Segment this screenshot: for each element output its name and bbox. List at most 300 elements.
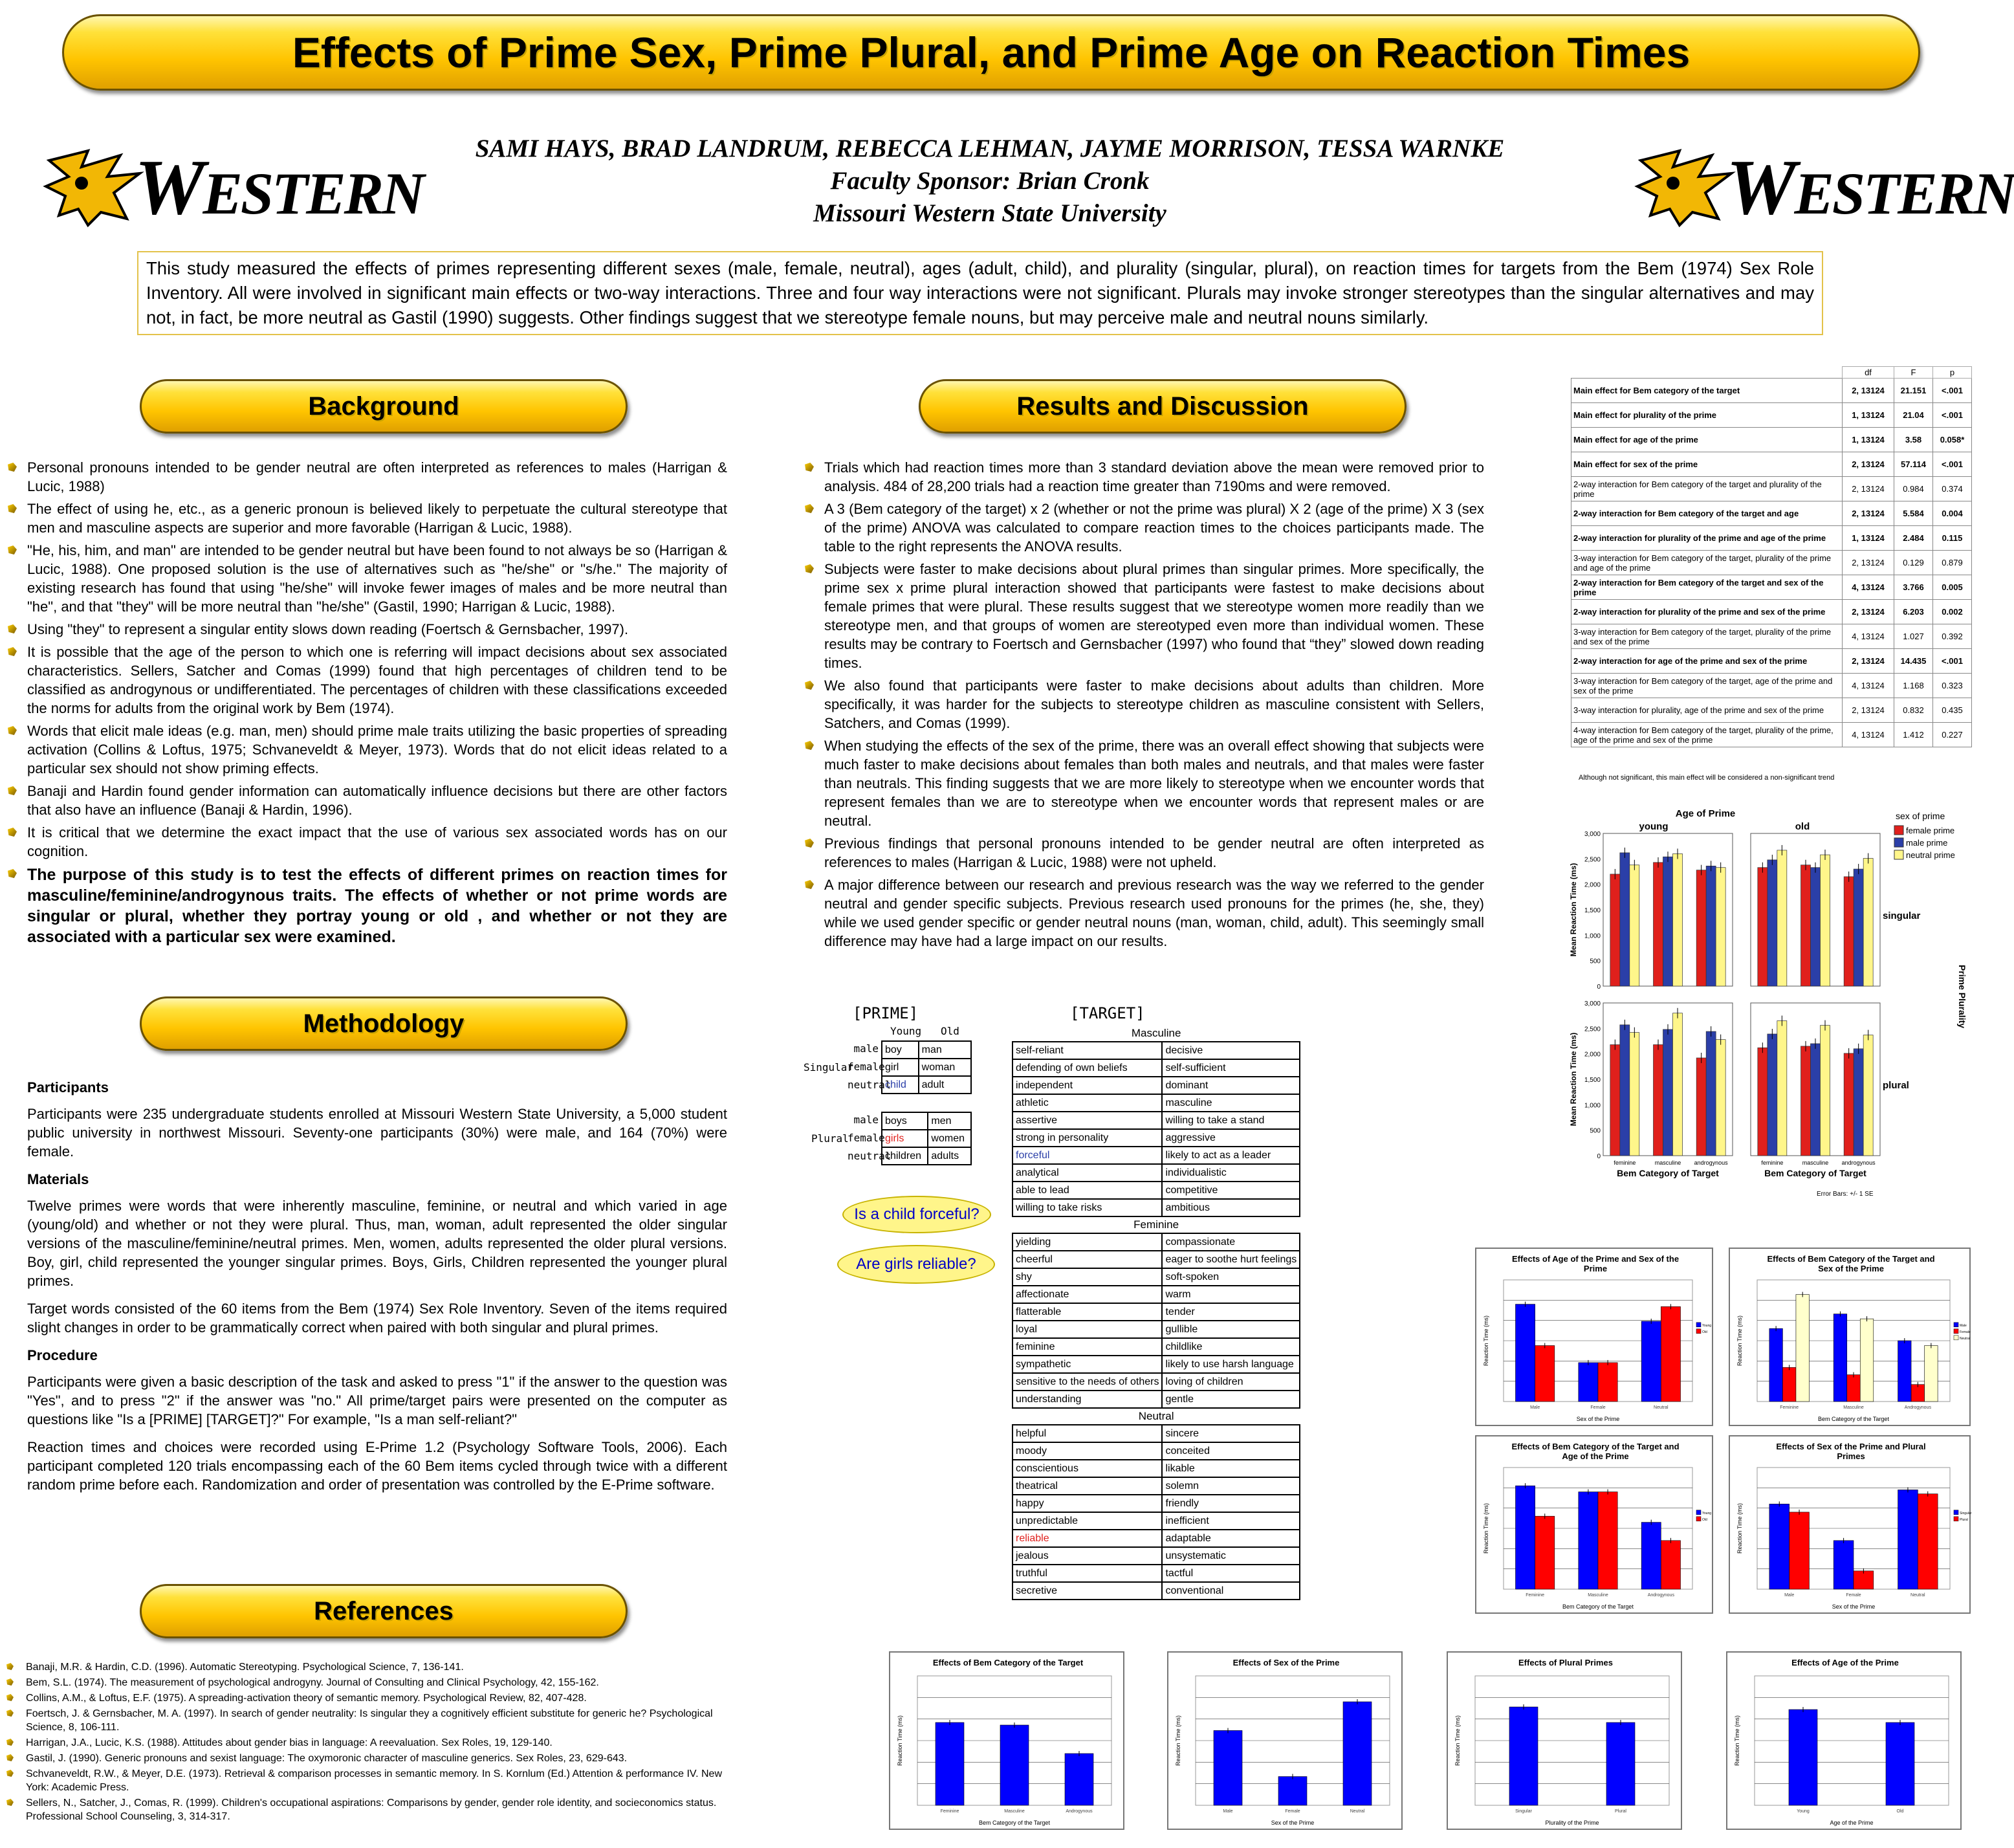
- references-title: References: [314, 1596, 454, 1625]
- tick-label: Female: [1846, 1593, 1861, 1598]
- prime-table-singular: [881, 1040, 972, 1094]
- bar: [1863, 859, 1873, 986]
- chart-title: Effects of Age of the Prime: [1791, 1658, 1899, 1667]
- table-cell: <.001: [1933, 452, 1972, 477]
- table-cell: 1, 13124: [1843, 526, 1894, 551]
- bar: [1789, 1710, 1817, 1805]
- table-cell: 0.129: [1894, 551, 1933, 575]
- axis-label: Sex of the Prime: [1832, 1603, 1876, 1610]
- table-cell: 2, 13124: [1843, 551, 1894, 575]
- legend-swatch: [1954, 1510, 1958, 1515]
- tick-label: Feminine: [1526, 1593, 1545, 1598]
- target-word: warm: [1162, 1286, 1300, 1303]
- table-row: [1012, 1565, 1300, 1582]
- table-row: [1012, 1547, 1300, 1565]
- methodology-section: [27, 1069, 727, 1503]
- table-row: [1012, 1286, 1300, 1303]
- col-header: p: [1933, 367, 1972, 379]
- legend-swatch: [1894, 826, 1903, 835]
- chart-bem-age: [1475, 1435, 1713, 1614]
- target-word: unpredictable: [1012, 1512, 1162, 1530]
- tick-label: 1,000: [1584, 932, 1601, 940]
- bar: [1630, 1033, 1639, 1156]
- bar: [1847, 1375, 1861, 1402]
- tick-label: 0: [1597, 984, 1601, 991]
- table-row: [1012, 1059, 1300, 1077]
- tick-label: Male: [1784, 1593, 1795, 1598]
- target-word: decisive: [1162, 1042, 1300, 1059]
- target-word: yielding: [1012, 1233, 1162, 1251]
- table-row: [1571, 428, 1972, 452]
- table-row: [1012, 1112, 1300, 1129]
- title-banner: [62, 14, 1920, 91]
- legend-swatch: [1696, 1329, 1701, 1334]
- target-label: [TARGET]: [1070, 1004, 1145, 1022]
- table-row: [1012, 1268, 1300, 1286]
- table-row: [1571, 501, 1972, 526]
- chart-title: Effects of Plural Primes: [1518, 1658, 1613, 1667]
- reference-item: Sellers, N., Satcher, J., Comas, R. (1999). Children's occupational aspirations: Comparisons by gender, gender role identity, and socieconomics status. Professional School Counseling, 3, 314-317.: [6, 1796, 725, 1823]
- table-row: [882, 1041, 971, 1059]
- target-word: loyal: [1012, 1321, 1162, 1338]
- list-item: Words that elicit male ideas (e.g. man, men) should prime male traits utilizing the basic properties of spreading activation (Collins & Loftus, 1975; Schvaneveldt & Meyer, 1973). Words that do not elicit ideas related to a particular sex should not show priming effects.: [8, 721, 727, 778]
- tick-label: Male: [1223, 1809, 1233, 1814]
- reference-item: Schvaneveldt, R.W., & Meyer, D.E. (1973). Retrieval & comparison processes in semantic memory. In S. Kornlum (Ed.) Attention & performance IV. New York: Academic Press.: [6, 1767, 725, 1794]
- target-word: tactful: [1162, 1565, 1300, 1582]
- legend-label: neutral prime: [1906, 850, 1955, 860]
- procedure-text: Reaction times and choices were recorded using E-Prime 1.2 (Psychology Software Tools, 2006). Each participant completed 120 trials encompassing each of the 60 Bem items cycled through twice with a different random prime before each. Randomization and order of presentation was controlled by the E-Prime software.: [27, 1439, 727, 1493]
- axis-label: Reaction Time (ms): [1483, 1315, 1489, 1367]
- table-row: [1571, 551, 1972, 575]
- effect-label: 3-way interaction for Bem category of the target, plurality of the prime and age of the prime: [1571, 551, 1843, 575]
- list-item: Banaji and Hardin found gender information can automatically influence decisions but there are other factors that also have an influence (Banaji & Hardin, 1996).: [8, 782, 727, 819]
- legend-swatch: [1954, 1336, 1958, 1340]
- tick-label: 2,500: [1584, 856, 1601, 864]
- effect-label: 2-way interaction for Bem category of the target and age: [1571, 501, 1843, 526]
- legend-label: Singular: [1960, 1511, 1972, 1515]
- tick-label: Feminine: [1780, 1405, 1799, 1410]
- chart-bem: [889, 1651, 1124, 1830]
- list-item: Trials which had reaction times more than 3 standard deviation above the mean were removed prior to analysis. 484 of 28,200 trials had a reaction time greater than 7190ms and were removed.: [805, 458, 1484, 496]
- bar: [1758, 868, 1768, 986]
- table-cell: 4, 13124: [1843, 723, 1894, 747]
- bar: [1790, 1512, 1810, 1589]
- bar: [1673, 1013, 1683, 1156]
- reference-item: Bem, S.L. (1974). The measurement of psychological androgyny. Journal of Consulting and Clinical Psychology, 42, 155-162.: [6, 1676, 725, 1689]
- chart-sex-plural: [1729, 1435, 1971, 1614]
- bar: [1696, 1058, 1706, 1156]
- table-row: [1012, 1460, 1300, 1477]
- axis-label: Bem Category of Target: [1617, 1168, 1719, 1178]
- tick-label: Androgynous: [1647, 1593, 1674, 1598]
- prime-word: adults: [928, 1147, 971, 1165]
- table-cell: 3.766: [1894, 575, 1933, 600]
- table-row: [1571, 403, 1972, 428]
- bar: [1661, 1541, 1680, 1589]
- table-cell: 1.027: [1894, 624, 1933, 649]
- list-item: The effect of using he, etc., as a generic pronoun is believed likely to perpetuate the cultural stereotype that men and masculine aspects are superior and more favorable (Harrigan & Lucic, 1988).: [8, 500, 727, 537]
- bar: [1065, 1754, 1093, 1805]
- table-row: [1012, 1077, 1300, 1094]
- axis-label: Reaction Time (ms): [1736, 1502, 1743, 1554]
- target-word: sincere: [1162, 1425, 1300, 1442]
- bar: [1661, 1306, 1680, 1402]
- bar: [1821, 855, 1830, 986]
- sex-label: male: [853, 1042, 879, 1055]
- tick-label: Female: [1285, 1809, 1300, 1814]
- legend-swatch: [1696, 1510, 1701, 1515]
- table-cell: 0.392: [1933, 624, 1972, 649]
- procedure-heading: Procedure: [27, 1347, 98, 1363]
- target-word: soft-spoken: [1162, 1268, 1300, 1286]
- bar: [1654, 1045, 1663, 1156]
- tick-label: 1,500: [1584, 1077, 1601, 1084]
- tick-label: 3,000: [1584, 1000, 1601, 1007]
- target-word: unsystematic: [1162, 1547, 1300, 1565]
- table-row: [882, 1112, 971, 1130]
- target-word: gentle: [1162, 1391, 1300, 1408]
- target-word: moody: [1012, 1442, 1162, 1460]
- tick-label: Neutral: [1654, 1405, 1669, 1410]
- bar: [1579, 1492, 1598, 1589]
- bar: [1716, 868, 1725, 986]
- legend-label: female prime: [1906, 826, 1955, 835]
- singular-label: Singular: [804, 1061, 854, 1073]
- table-row: [1571, 526, 1972, 551]
- table-cell: 21.151: [1894, 379, 1933, 403]
- prime-word: child: [882, 1076, 919, 1094]
- reference-item: Collins, A.M., & Loftus, E.F. (1975). A spreading-activation theory of semantic memory. Psychological Review, 82, 407-428.: [6, 1691, 725, 1705]
- anova-body: [1571, 379, 1972, 747]
- bar: [1796, 1295, 1810, 1402]
- table-row: [1571, 649, 1972, 674]
- target-word: compassionate: [1162, 1233, 1300, 1251]
- table-cell: 0.004: [1933, 501, 1972, 526]
- prime-word: girl: [882, 1059, 919, 1076]
- table-cell: 1.412: [1894, 723, 1933, 747]
- table-cell: 0.058*: [1933, 428, 1972, 452]
- axis-label: Bem Category of Target: [1764, 1168, 1866, 1178]
- chart-note: Error Bars: +/- 1 SE: [1817, 1191, 1874, 1198]
- bar: [1854, 869, 1863, 986]
- reference-item: Harrigan, J.A., Lucic, K.S. (1988). Attitudes about gender bias in language: A reevaluation. Sex Roles, 19, 129-140.: [6, 1736, 725, 1750]
- col-header: F: [1894, 367, 1933, 379]
- table-cell: 4, 13124: [1843, 575, 1894, 600]
- legend-swatch: [1894, 838, 1903, 847]
- table-row: [1571, 674, 1972, 698]
- tick-label: feminine: [1761, 1160, 1784, 1166]
- target-word: competitive: [1162, 1182, 1300, 1199]
- table-row: [1012, 1129, 1300, 1147]
- tick-label: Young: [1797, 1809, 1810, 1814]
- prime-word: boy: [882, 1041, 919, 1059]
- bar: [1833, 1314, 1847, 1402]
- table-cell: 0.374: [1933, 477, 1972, 501]
- logo-text: ESTERN: [1794, 160, 2014, 226]
- panel-label: young: [1639, 821, 1669, 832]
- anova-table: [1571, 366, 1972, 747]
- table-cell: 2, 13124: [1843, 477, 1894, 501]
- list-item: Using "they" to represent a singular entity slows down reading (Foertsch & Gernsbacher, 1997).: [8, 620, 727, 639]
- target-word: individualistic: [1162, 1164, 1300, 1182]
- table-row: [1012, 1182, 1300, 1199]
- target-word: gullible: [1162, 1321, 1300, 1338]
- table-cell: 1, 13124: [1843, 403, 1894, 428]
- bar: [1641, 1321, 1661, 1402]
- tick-label: Masculine: [1004, 1809, 1025, 1814]
- table-row: [1012, 1233, 1300, 1251]
- methodology-title: Methodology: [303, 1009, 465, 1038]
- table-row: [1571, 600, 1972, 624]
- target-word: cheerful: [1012, 1251, 1162, 1268]
- table-cell: 0.227: [1933, 723, 1972, 747]
- bar: [1886, 1722, 1914, 1805]
- effect-label: 3-way interaction for plurality, age of the prime and sex of the prime: [1571, 698, 1843, 723]
- table-cell: 2, 13124: [1843, 600, 1894, 624]
- category-label: Neutral: [1138, 1410, 1174, 1422]
- target-word: strong in personality: [1012, 1129, 1162, 1147]
- bar: [1777, 850, 1787, 986]
- table-cell: 0.435: [1933, 698, 1972, 723]
- target-word: helpful: [1012, 1425, 1162, 1442]
- category-label: Feminine: [1133, 1218, 1179, 1231]
- table-row: [882, 1059, 971, 1076]
- chart-age: [1726, 1651, 1962, 1830]
- effect-label: 2-way interaction for Bem category of the target and sex of the prime: [1571, 575, 1843, 600]
- target-word: sympathetic: [1012, 1356, 1162, 1373]
- table-cell: 2.484: [1894, 526, 1933, 551]
- legend-label: Young: [1702, 1511, 1711, 1515]
- tick-label: 2,000: [1584, 1051, 1601, 1059]
- bar: [1598, 1492, 1617, 1589]
- sex-label: female: [848, 1132, 885, 1144]
- target-word: truthful: [1012, 1565, 1162, 1582]
- row-label: singular: [1883, 910, 1921, 921]
- tick-label: masculine: [1802, 1160, 1829, 1166]
- legend-swatch: [1894, 850, 1903, 859]
- table-cell: 1, 13124: [1843, 428, 1894, 452]
- chart-title: Effects of Sex of the Prime and Plural Primes: [1776, 1442, 1926, 1461]
- tick-label: 1,000: [1584, 1102, 1601, 1110]
- table-row: [1012, 1094, 1300, 1112]
- faculty-sponsor: Faculty Sponsor: Brian Cronk: [830, 167, 1150, 195]
- table-cell: 2, 13124: [1843, 649, 1894, 674]
- bar: [1769, 1328, 1783, 1402]
- table-row: [1012, 1303, 1300, 1321]
- results-list: [805, 458, 1484, 951]
- effect-label: Main effect for plurality of the prime: [1571, 403, 1843, 428]
- axis-label: Bem Category of the Target: [979, 1820, 1050, 1826]
- table-row: [1012, 1495, 1300, 1512]
- target-word: likely to use harsh language: [1162, 1356, 1300, 1373]
- sex-label: neutral: [848, 1150, 892, 1162]
- bar: [1630, 865, 1639, 986]
- effect-label: Main effect for Bem category of the target: [1571, 379, 1843, 403]
- bar: [1606, 1722, 1635, 1805]
- bar: [1620, 1025, 1630, 1156]
- bar: [1343, 1702, 1372, 1805]
- target-word: conventional: [1162, 1582, 1300, 1600]
- legend-label: Old: [1702, 1330, 1707, 1334]
- table-row: [1012, 1199, 1300, 1216]
- bar: [1673, 853, 1683, 986]
- tick-label: 3,000: [1584, 831, 1601, 838]
- list-item: Personal pronouns intended to be gender neutral are often interpreted as references to males (Harrigan & Lucic, 1988): [8, 458, 727, 496]
- sex-label: female: [848, 1061, 885, 1073]
- bar: [1535, 1346, 1555, 1402]
- prime-word: girls: [882, 1130, 928, 1147]
- bar: [1854, 1571, 1874, 1589]
- target-word: affectionate: [1012, 1286, 1162, 1303]
- results-title: Results and Discussion: [1016, 391, 1309, 421]
- tick-label: 2,500: [1584, 1026, 1601, 1033]
- bar: [1535, 1516, 1555, 1589]
- axis-label: Reaction Time (ms): [1483, 1502, 1489, 1554]
- table-row: [1571, 477, 1972, 501]
- bar: [1716, 1040, 1725, 1156]
- authors: SAMI HAYS, BRAD LANDRUM, REBECCA LEHMAN, JAYME MORRISON, TESSA WARNKE: [475, 135, 1505, 162]
- table-cell: 3.58: [1894, 428, 1933, 452]
- table-row: [1012, 1425, 1300, 1442]
- target-word: jealous: [1012, 1547, 1162, 1565]
- sex-label: neutral: [848, 1079, 892, 1091]
- bar: [1706, 866, 1716, 986]
- chart-title: Effects of Sex of the Prime: [1232, 1658, 1340, 1667]
- legend-label: Male: [1960, 1323, 1967, 1328]
- table-row: [882, 1147, 971, 1165]
- tick-label: masculine: [1654, 1160, 1681, 1166]
- table-row: [1012, 1512, 1300, 1530]
- legend-label: Plural: [1960, 1517, 1968, 1522]
- abstract: This study measured the effects of primes representing different sexes (male, female, neutral), ages (adult, child), and plurality (singular, plural), on reaction times for targets from the Bem (1974) Sex Role Inventory. All were involved in significant main effects or two-way interactions. Three and four way interactions were not significant. Plurals may invoke stronger stereotypes than the singular alternatives and may not, in fact, be more neutral as Gastil (1990) suggests. Other findings suggest that we stereotype female nouns, but may perceive male and neutral nouns similarly.: [137, 251, 1823, 335]
- target-word: likable: [1162, 1460, 1300, 1477]
- table-cell: 14.435: [1894, 649, 1933, 674]
- bar: [1801, 865, 1811, 986]
- target-word: dominant: [1162, 1077, 1300, 1094]
- bar: [1821, 1026, 1830, 1156]
- tick-label: feminine: [1614, 1160, 1636, 1166]
- tick-label: Masculine: [1843, 1405, 1864, 1410]
- target-word: able to lead: [1012, 1182, 1162, 1199]
- prime-table-plural: [881, 1112, 972, 1165]
- tick-label: androgynous: [1841, 1160, 1876, 1166]
- bar: [1000, 1725, 1029, 1805]
- bar: [1214, 1730, 1242, 1805]
- axis-label: Bem Category of the Target: [1562, 1603, 1634, 1610]
- axis-label: Reaction Time (ms): [1454, 1715, 1461, 1766]
- tick-label: Plural: [1615, 1809, 1626, 1814]
- target-word: defending of own beliefs: [1012, 1059, 1162, 1077]
- effect-label: 2-way interaction for plurality of the prime and age of the prime: [1571, 526, 1843, 551]
- table-cell: 4, 13124: [1843, 624, 1894, 649]
- legend-swatch: [1954, 1517, 1958, 1521]
- table-cell: 0.005: [1933, 575, 1972, 600]
- target-word: flatterable: [1012, 1303, 1162, 1321]
- table-cell: <.001: [1933, 379, 1972, 403]
- participants-text: Participants were 235 undergraduate students enrolled at Missouri Western State University, a 5,000 student public university in northwest Missouri. Seventy-one participants (30%) were male, and 164 (70%) were female.: [27, 1106, 727, 1160]
- table-cell: 2, 13124: [1843, 501, 1894, 526]
- chart-plural: [1447, 1651, 1682, 1830]
- axis-label: Reaction Time (ms): [1734, 1715, 1740, 1766]
- tick-label: 0: [1597, 1153, 1601, 1160]
- prime-word: adult: [919, 1076, 971, 1094]
- table-row: [1012, 1582, 1300, 1600]
- bar: [1844, 1053, 1854, 1156]
- logo-first-letter: W: [1726, 144, 1795, 231]
- methodology-header: [140, 996, 628, 1051]
- category-label: Masculine: [1131, 1026, 1181, 1039]
- table-row: [1012, 1147, 1300, 1164]
- university: Missouri Western State University: [813, 199, 1166, 227]
- table-row: [1012, 1338, 1300, 1356]
- bar: [1811, 868, 1821, 986]
- table-row: [1012, 1321, 1300, 1338]
- legend-label: Young: [1702, 1323, 1711, 1328]
- axis-label: Mean Reaction Time (ms): [1569, 863, 1578, 957]
- logo-first-letter: W: [135, 144, 203, 231]
- axis-label: Mean Reaction Time (ms): [1569, 1032, 1578, 1127]
- target-word: willing to take a stand: [1162, 1112, 1300, 1129]
- logo-right: [1634, 142, 2014, 233]
- bar: [1758, 1048, 1768, 1156]
- table-cell: 5.584: [1894, 501, 1933, 526]
- references-header: [140, 1584, 628, 1638]
- legend-swatch: [1696, 1323, 1701, 1327]
- legend-label: Neutral: [1960, 1336, 1971, 1341]
- purpose-statement: The purpose of this study is to test the effects of different primes on reaction times for masculine/feminine/androgynous traits. The effects of whether or not prime words are singular or plural, whether they portray young or old , and whether or not they are associated with a particular sex were examined.: [8, 864, 727, 947]
- list-item: Subjects were faster to make decisions about plural primes than singular primes. More specifically, the prime sex x prime plural interaction showed that participants were fastest to make decisions about female primes that were plural. These results suggest that we stereotype women more readily than we stereotype men, and that groups of women are stereotyped even more than individual women. These results may be contrary to Foertsch and Gernsbacher (1997) who found that “they” slowed down reading times.: [805, 560, 1484, 672]
- anova-note: Although not significant, this main effect will be considered a non-significant trend: [1579, 774, 1835, 782]
- chart-title: Age of Prime: [1675, 808, 1736, 819]
- target-word: feminine: [1012, 1338, 1162, 1356]
- bar: [1610, 874, 1620, 986]
- tick-label: Androgynous: [1904, 1405, 1931, 1410]
- bar: [1925, 1346, 1938, 1402]
- target-word: solemn: [1162, 1477, 1300, 1495]
- list-item: We also found that participants were faster to make decisions about adults than children. More specifically, it was harder for the subjects to stereotype children as masculine consistent with Sellers, Satchers, and Comas (1999).: [805, 676, 1484, 732]
- table-cell: 2, 13124: [1843, 698, 1894, 723]
- col-old: Old: [941, 1025, 959, 1037]
- tick-label: 1,500: [1584, 907, 1601, 914]
- materials-heading: Materials: [27, 1171, 89, 1187]
- target-word: willing to take risks: [1012, 1199, 1162, 1216]
- tick-label: androgynous: [1694, 1160, 1728, 1166]
- reference-item: Banaji, M.R. & Hardin, C.D. (1996). Automatic Stereotyping. Psychological Science, 7, 136-141.: [6, 1660, 725, 1674]
- table-cell: 0.832: [1894, 698, 1933, 723]
- tick-label: Neutral: [1350, 1809, 1365, 1814]
- target-word: self-sufficient: [1162, 1059, 1300, 1077]
- tick-label: Feminine: [940, 1809, 959, 1814]
- bar: [1598, 1363, 1617, 1402]
- table-cell: 4, 13124: [1843, 674, 1894, 698]
- example-question: Is a child forceful?: [842, 1196, 991, 1233]
- target-word: loving of children: [1162, 1373, 1300, 1391]
- table-row: [1571, 379, 1972, 403]
- table-row: [882, 1130, 971, 1147]
- author-block: [362, 133, 1617, 230]
- prime-word: boys: [882, 1112, 928, 1130]
- legend-label: Female: [1960, 1330, 1971, 1334]
- table-row: [1571, 624, 1972, 649]
- target-word: tender: [1162, 1303, 1300, 1321]
- row-label: plural: [1883, 1080, 1909, 1091]
- prime-word: man: [919, 1041, 971, 1059]
- effect-label: 4-way interaction for Bem category of the target, plurality of the prime, age of the prime and sex of the prime: [1571, 723, 1843, 747]
- bar: [1768, 860, 1777, 986]
- tick-label: Singular: [1515, 1809, 1532, 1814]
- results-header: [919, 379, 1407, 434]
- legend-swatch: [1954, 1329, 1958, 1334]
